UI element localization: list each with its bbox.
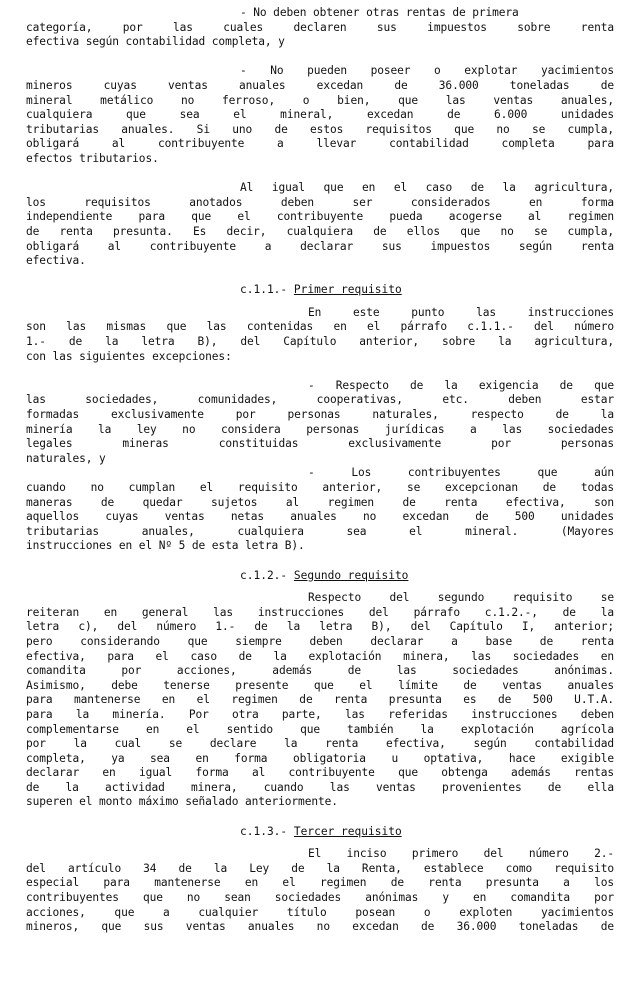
text-line: son las mismas que las contenidas en el párrafo c.1.1.- del número bbox=[26, 320, 614, 334]
text-line: 1.- de la letra B), del Capítulo anterior, sobre la agricultura, bbox=[26, 335, 614, 349]
text-line: mineros cuyas ventas anuales excedan de 36.000 toneladas de bbox=[26, 78, 614, 92]
text-line: por la cual se declare la renta efectiva, según contabilidad bbox=[26, 737, 614, 751]
text-line: pero considerando que siempre deben declarar a base de renta bbox=[26, 634, 614, 648]
text-line: obligará al contribuyente a declarar sus impuestos según renta bbox=[26, 239, 614, 253]
text-line: letra c), del número 1.- de la letra B), del Capítulo I, anterior; bbox=[26, 620, 614, 634]
document-page bbox=[26, 6, 614, 935]
spacer bbox=[26, 839, 614, 847]
text-line: efectiva, para el caso de la explotación minera, las sociedades en bbox=[26, 649, 614, 663]
text-line: efectiva. bbox=[26, 254, 86, 268]
section-number: c.1.1.- bbox=[240, 283, 288, 297]
text-line: acciones, que a cualquier título posean o exploten yacimientos bbox=[26, 905, 614, 919]
text-line: mineral metálico no ferroso, o bien, que las ventas anuales, bbox=[26, 93, 614, 107]
text-line: del artículo 34 de la Ley de la Renta, establece como requisito bbox=[26, 861, 614, 875]
spacer bbox=[26, 50, 614, 65]
text-line: especial para mantenerse en el regimen de renta presunta a los bbox=[26, 876, 614, 890]
section-title: Segundo requisito bbox=[293, 568, 409, 582]
text-line: cualquiera que sea el mineral, excedan de 6.000 unidades bbox=[26, 108, 614, 122]
text-line: formadas exclusivamente por personas naturales, respecto de la bbox=[26, 408, 614, 422]
text-line: - Los contribuyentes que aún bbox=[308, 466, 614, 480]
text-line: - No pueden poseer o explotar yacimientos bbox=[240, 64, 614, 78]
text-line: efectos tributarios. bbox=[26, 151, 159, 165]
text-line: de renta presunta. Es decir, cualquiera de ellos que no se cumpla, bbox=[26, 224, 614, 238]
text-line: de la actividad minera, cuando las ventas provenientes de ella bbox=[26, 780, 614, 794]
text-line: superen el monto máximo señalado anteriormente. bbox=[26, 795, 338, 809]
section-title: Tercer requisito bbox=[293, 824, 402, 838]
text-line: legales mineras constituidas exclusivamente por personas bbox=[26, 437, 614, 451]
spacer bbox=[26, 269, 614, 284]
text-line: para la minería. Por otra parte, las referidas instrucciones deben bbox=[26, 707, 614, 721]
section-title: Primer requisito bbox=[293, 283, 402, 297]
section-number: c.1.2.- bbox=[240, 568, 288, 582]
text-line: tributarias anuales. Si uno de estos requisitos que no se cumpla, bbox=[26, 122, 614, 136]
text-line: complementarse en el sentido que también la explotación agrícola bbox=[26, 722, 614, 736]
section-heading bbox=[26, 283, 614, 298]
text-line: obligará al contribuyente a llevar contabilidad completa para bbox=[26, 137, 614, 151]
text-line: - No deben obtener otras rentas de primera bbox=[240, 6, 519, 19]
section-number: c.1.3.- bbox=[240, 824, 288, 838]
text-line: tributarias anuales, cualquiera sea el mineral. (Mayores bbox=[26, 524, 614, 538]
spacer bbox=[26, 298, 614, 306]
text-line: naturales, y bbox=[26, 451, 106, 465]
text-line: cuando no cumplan el requisito anterior, se excepcionan de todas bbox=[26, 481, 614, 494]
text-line: las sociedades, comunidades, cooperativas, etc. deben estar bbox=[26, 393, 614, 407]
text-line: Respecto del segundo requisito se bbox=[308, 591, 614, 605]
text-line: maneras de quedar sujetos al regimen de renta efectiva, son bbox=[26, 495, 614, 509]
text-line: instrucciones en el Nº 5 de esta letra B). bbox=[26, 539, 305, 553]
section-heading bbox=[26, 569, 614, 584]
text-line: categoría, por las cuales declaren sus impuestos sobre renta bbox=[26, 20, 614, 34]
text-line: independiente para que el contribuyente pueda acogerse al regimen bbox=[26, 210, 614, 224]
text-line: reiteran en general las instrucciones del párrafo c.1.2.-, de la bbox=[26, 605, 614, 619]
text-line: Al igual que en el caso de la agricultura, bbox=[240, 181, 614, 195]
spacer bbox=[26, 583, 614, 591]
text-line: El inciso primero del número 2.- bbox=[308, 847, 614, 861]
text-line: efectiva según contabilidad completa, y bbox=[26, 35, 285, 49]
text-line: Asimismo, debe tenerse presente que el límite de ventas anuales bbox=[26, 678, 614, 692]
text-line: contribuyentes que no sean sociedades anónimas y en comandita por bbox=[26, 891, 614, 905]
text-line: - Respecto de la exigencia de que bbox=[308, 378, 614, 392]
text-line: los requisitos anotados deben ser considerados en forma bbox=[26, 195, 614, 209]
spacer bbox=[26, 810, 614, 825]
text-line: En este punto las instrucciones bbox=[308, 305, 614, 319]
text-line: minería la ley no considera personas jurídicas a las sociedades bbox=[26, 422, 614, 436]
text-line: completa, ya sea en forma obligatoria u optativa, hace exigible bbox=[26, 751, 614, 765]
section-heading bbox=[26, 825, 614, 840]
text-line: para mantenerse en el regimen de renta presunta es de 500 U.T.A. bbox=[26, 693, 614, 707]
text-line: aquellos cuyas ventas netas anuales no excedan de 500 unidades bbox=[26, 510, 614, 524]
spacer bbox=[26, 167, 614, 182]
spacer bbox=[26, 364, 614, 379]
text-line: mineros, que sus ventas anuales no excedan de 36.000 toneladas de bbox=[26, 920, 614, 934]
text-line: con las siguientes excepciones: bbox=[26, 349, 232, 363]
spacer bbox=[26, 554, 614, 569]
text-line: declarar en igual forma al contribuyente que obtenga además rentas bbox=[26, 766, 614, 780]
text-line: comandita por acciones, además de las sociedades anónimas. bbox=[26, 664, 614, 678]
